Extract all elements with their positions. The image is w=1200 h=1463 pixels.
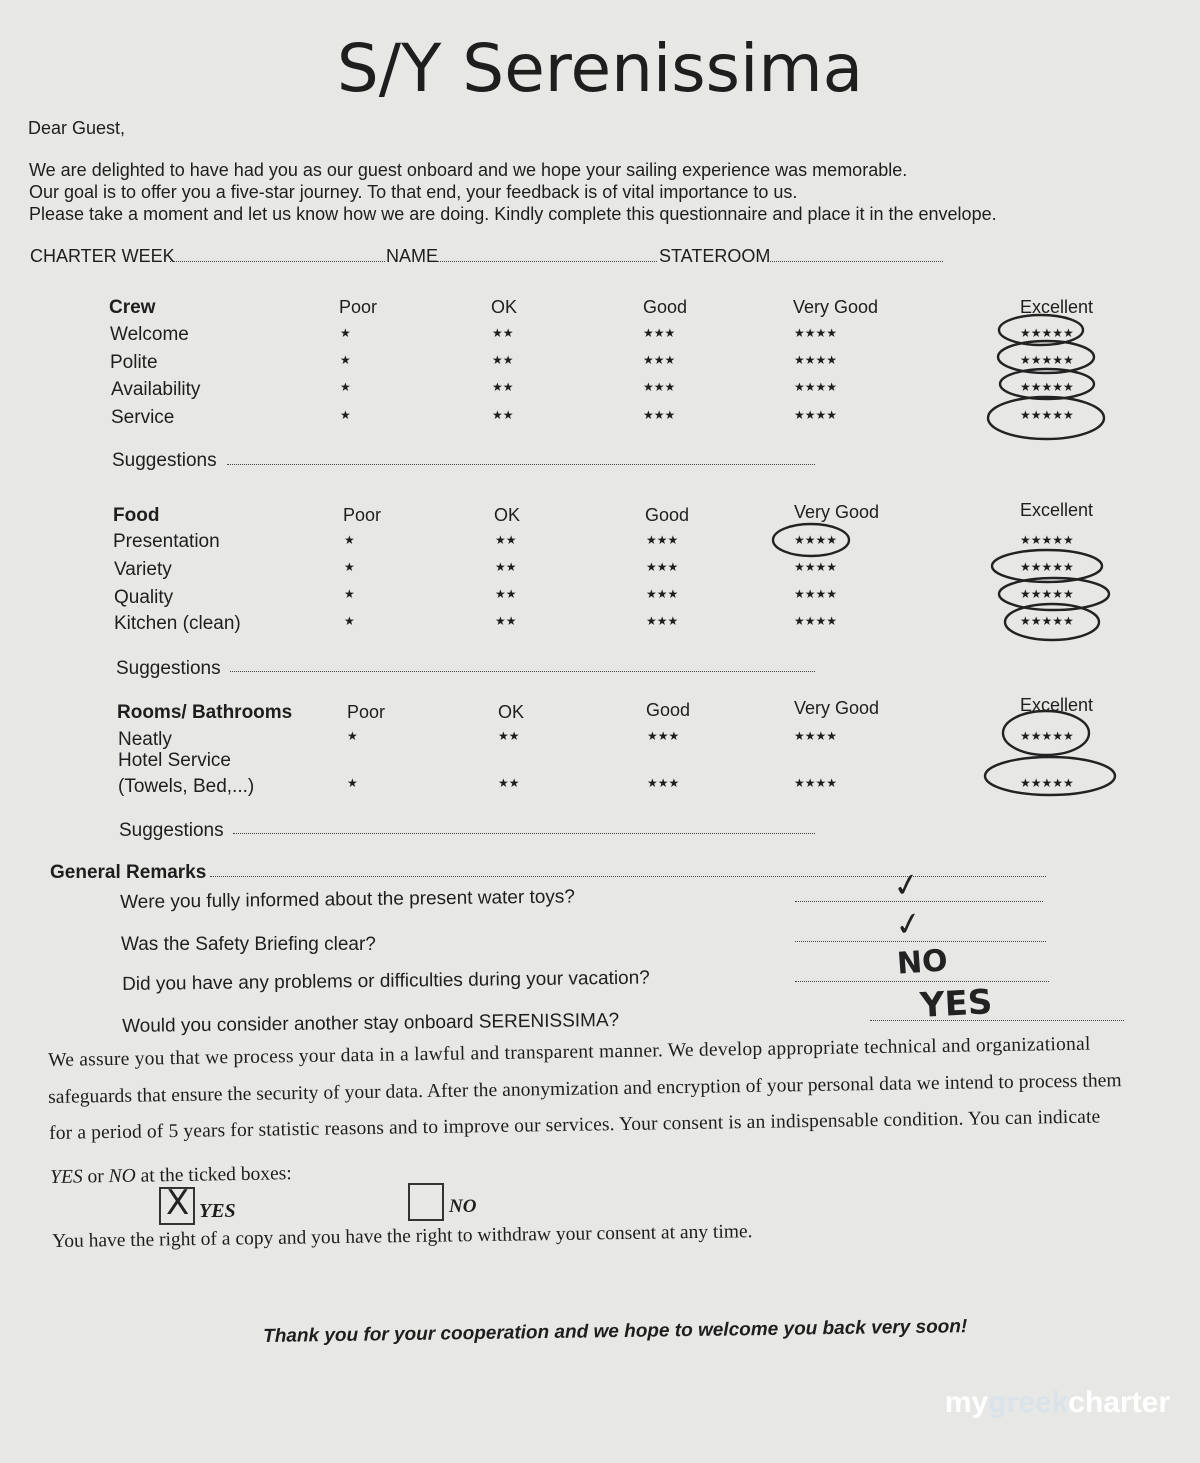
crew-row-label: Availability xyxy=(111,379,201,400)
food-suggestions-field[interactable] xyxy=(230,671,815,672)
rating-option-1-stars[interactable]: ★ xyxy=(344,560,355,574)
question-safety-briefing: Was the Safety Briefing clear? xyxy=(121,934,376,955)
consent-yes-mark: X xyxy=(166,1183,190,1223)
food-heading: Food xyxy=(113,505,160,526)
closing-message: Thank you for your cooperation and we hope to welcome you back very soon! xyxy=(263,1316,968,1347)
rating-option-4-stars[interactable]: ★★★★ xyxy=(794,533,838,547)
rating-option-1-stars[interactable]: ★ xyxy=(347,729,358,743)
food-suggestions-label: Suggestions xyxy=(116,658,221,679)
rooms-row-label: Hotel Service xyxy=(118,750,231,771)
col-ok: OK xyxy=(494,505,521,525)
question-problems: Did you have any problems or difficulties during your vacation? xyxy=(122,967,650,995)
rating-option-3-stars[interactable]: ★★★ xyxy=(643,408,676,422)
watermark-my: my xyxy=(944,1386,989,1419)
rating-option-4-stars[interactable]: ★★★★ xyxy=(794,408,838,422)
intro-line-1: We are delighted to have had you as our guest onboard and we hope your sailing experience was memorable. xyxy=(29,160,908,180)
rating-option-3-stars[interactable]: ★★★ xyxy=(643,326,676,340)
rating-option-3-stars[interactable]: ★★★ xyxy=(643,380,676,394)
rating-option-4-stars[interactable]: ★★★★ xyxy=(794,587,838,601)
consent-or-word: or xyxy=(87,1166,104,1188)
rating-option-3-stars[interactable]: ★★★ xyxy=(646,587,679,601)
question-water-toys: Were you fully informed about the present water toys? xyxy=(120,886,576,913)
watermark-greek: greek xyxy=(988,1386,1069,1419)
rooms-suggestions-field[interactable] xyxy=(233,833,815,834)
food-row-label: Kitchen (clean) xyxy=(114,613,241,634)
crew-row-label: Polite xyxy=(110,352,158,373)
crew-suggestions-field[interactable] xyxy=(227,464,815,465)
answer-line[interactable] xyxy=(870,1020,1124,1021)
rating-option-4-stars[interactable]: ★★★★ xyxy=(794,614,838,628)
rating-option-3-stars[interactable]: ★★★ xyxy=(646,614,679,628)
rating-option-4-stars[interactable]: ★★★★ xyxy=(794,380,838,394)
answer-yes-handwritten: YES xyxy=(919,982,994,1026)
rating-option-4-stars[interactable]: ★★★★ xyxy=(794,353,838,367)
rating-option-2-stars[interactable]: ★★ xyxy=(495,533,517,547)
crew-row-label: Service xyxy=(111,407,175,428)
answer-checkmark: ✓ xyxy=(889,863,923,907)
rating-option-2-stars[interactable]: ★★ xyxy=(492,408,514,422)
consent-line-2: safeguards that ensure the security of your data. After the anonymization and encryption of your personal data we intend to process them xyxy=(48,1070,1122,1108)
rating-option-4-stars[interactable]: ★★★★ xyxy=(794,729,838,743)
consent-yes-label: YES xyxy=(199,1200,236,1222)
consent-line-1: We assure you that we process your data in a lawful and transparent manner. We develop appropriate technical and organizational xyxy=(48,1033,1091,1071)
rating-option-2-stars[interactable]: ★★ xyxy=(498,729,520,743)
intro-line-3: Please take a moment and let us know how we are doing. Kindly complete this questionnaire and place it in the envelope. xyxy=(29,204,997,224)
rating-option-1-stars[interactable]: ★ xyxy=(344,614,355,628)
intro-line-2: Our goal is to offer you a five-star journey. To that end, your feedback is of vital importance to us. xyxy=(29,182,798,202)
rating-option-5-stars[interactable]: ★★★★★ xyxy=(1020,729,1074,743)
rating-option-4-stars[interactable]: ★★★★ xyxy=(794,326,838,340)
col-excellent: Excellent xyxy=(1020,500,1094,520)
answer-no-handwritten: NO xyxy=(895,943,949,982)
col-very-good: Very Good xyxy=(794,502,880,522)
crew-suggestions-label: Suggestions xyxy=(112,450,217,471)
rating-option-1-stars[interactable]: ★ xyxy=(340,380,351,394)
rating-option-5-stars[interactable]: ★★★★★ xyxy=(1020,408,1074,422)
watermark-logo xyxy=(945,1386,1170,1420)
rooms-suggestions-label: Suggestions xyxy=(119,820,224,841)
col-good: Good xyxy=(646,700,691,720)
rating-option-2-stars[interactable]: ★★ xyxy=(492,353,514,367)
consent-no-label: NO xyxy=(449,1196,477,1217)
consent-yes-checkbox[interactable] xyxy=(159,1183,195,1225)
charter-week-field[interactable] xyxy=(170,261,385,262)
rating-option-2-stars[interactable]: ★★ xyxy=(498,776,520,790)
name-field[interactable] xyxy=(437,261,657,262)
consent-yes-word: YES xyxy=(50,1166,83,1188)
rating-option-2-stars[interactable]: ★★ xyxy=(495,560,517,574)
page-title: S/Y Serenissima xyxy=(336,30,864,107)
rating-option-1-stars[interactable]: ★ xyxy=(347,776,358,790)
rating-option-2-stars[interactable]: ★★ xyxy=(495,587,517,601)
col-poor: Poor xyxy=(347,702,386,722)
rating-option-3-stars[interactable]: ★★★ xyxy=(646,560,679,574)
col-good: Good xyxy=(645,505,690,525)
col-good: Good xyxy=(643,297,688,317)
rating-option-1-stars[interactable]: ★ xyxy=(344,587,355,601)
food-row-label: Quality xyxy=(114,587,174,608)
general-remarks-field[interactable] xyxy=(210,876,1046,877)
charter-week-label: CHARTER WEEK xyxy=(30,246,175,266)
col-poor: Poor xyxy=(343,505,382,525)
consent-line-3: for a period of 5 years for statistic reasons and to improve our services. Your consent is an indispensable condition. You can indicate xyxy=(49,1106,1101,1144)
consent-no-word: NO xyxy=(108,1165,136,1188)
col-very-good: Very Good xyxy=(794,698,880,718)
rating-option-5-stars[interactable]: ★★★★★ xyxy=(1020,380,1074,394)
col-ok: OK xyxy=(491,297,518,317)
col-very-good: Very Good xyxy=(793,297,879,317)
rooms-row-label: (Towels, Bed,...) xyxy=(118,776,255,797)
rating-option-1-stars[interactable]: ★ xyxy=(344,533,355,547)
rating-option-5-stars[interactable]: ★★★★★ xyxy=(1020,614,1074,628)
answer-checkmark: ✓ xyxy=(891,902,925,946)
consent-ticked-text: at the ticked boxes: xyxy=(140,1163,292,1187)
crew-row-label: Welcome xyxy=(110,324,189,345)
rating-option-3-stars[interactable]: ★★★ xyxy=(647,776,680,790)
col-poor: Poor xyxy=(339,297,378,317)
rating-option-5-stars[interactable]: ★★★★★ xyxy=(1020,587,1074,601)
rating-option-4-stars[interactable]: ★★★★ xyxy=(794,560,838,574)
rating-option-5-stars[interactable]: ★★★★★ xyxy=(1020,776,1074,790)
watermark-charter: charter xyxy=(1068,1386,1170,1419)
col-excellent: Excellent xyxy=(1020,695,1094,715)
food-row-label: Presentation xyxy=(113,531,220,552)
rating-option-5-stars[interactable]: ★★★★★ xyxy=(1020,326,1074,340)
rating-option-3-stars[interactable]: ★★★ xyxy=(646,533,679,547)
name-label: NAME xyxy=(386,246,439,266)
stateroom-field[interactable] xyxy=(767,261,943,262)
food-row-label: Variety xyxy=(114,559,172,580)
greeting: Dear Guest, xyxy=(28,118,126,138)
col-ok: OK xyxy=(498,702,525,722)
rating-option-3-stars[interactable]: ★★★ xyxy=(647,729,680,743)
general-remarks-heading: General Remarks xyxy=(50,862,207,883)
rating-option-2-stars[interactable]: ★★ xyxy=(492,326,514,340)
col-excellent: Excellent xyxy=(1020,297,1094,317)
rooms-heading: Rooms/ Bathrooms xyxy=(117,702,293,723)
rating-option-5-stars[interactable]: ★★★★★ xyxy=(1020,353,1074,367)
crew-heading: Crew xyxy=(109,297,156,318)
rooms-row-label: Neatly xyxy=(118,729,172,750)
rating-option-3-stars[interactable]: ★★★ xyxy=(643,353,676,367)
rating-option-1-stars[interactable]: ★ xyxy=(340,408,351,422)
rating-option-1-stars[interactable]: ★ xyxy=(340,326,351,340)
rating-option-2-stars[interactable]: ★★ xyxy=(492,380,514,394)
stateroom-label: STATEROOM xyxy=(659,246,771,266)
rating-option-5-stars[interactable]: ★★★★★ xyxy=(1020,533,1074,547)
consent-rights: You have the right of a copy and you have the right to withdraw your consent at any time. xyxy=(52,1221,753,1252)
rating-option-5-stars[interactable]: ★★★★★ xyxy=(1020,560,1074,574)
question-another-stay: Would you consider another stay onboard SERENISSIMA? xyxy=(122,1009,620,1037)
rating-option-1-stars[interactable]: ★ xyxy=(340,353,351,367)
answer-line[interactable] xyxy=(795,981,1049,982)
rating-option-4-stars[interactable]: ★★★★ xyxy=(794,776,838,790)
rating-option-2-stars[interactable]: ★★ xyxy=(495,614,517,628)
consent-no-checkbox[interactable] xyxy=(408,1183,444,1221)
